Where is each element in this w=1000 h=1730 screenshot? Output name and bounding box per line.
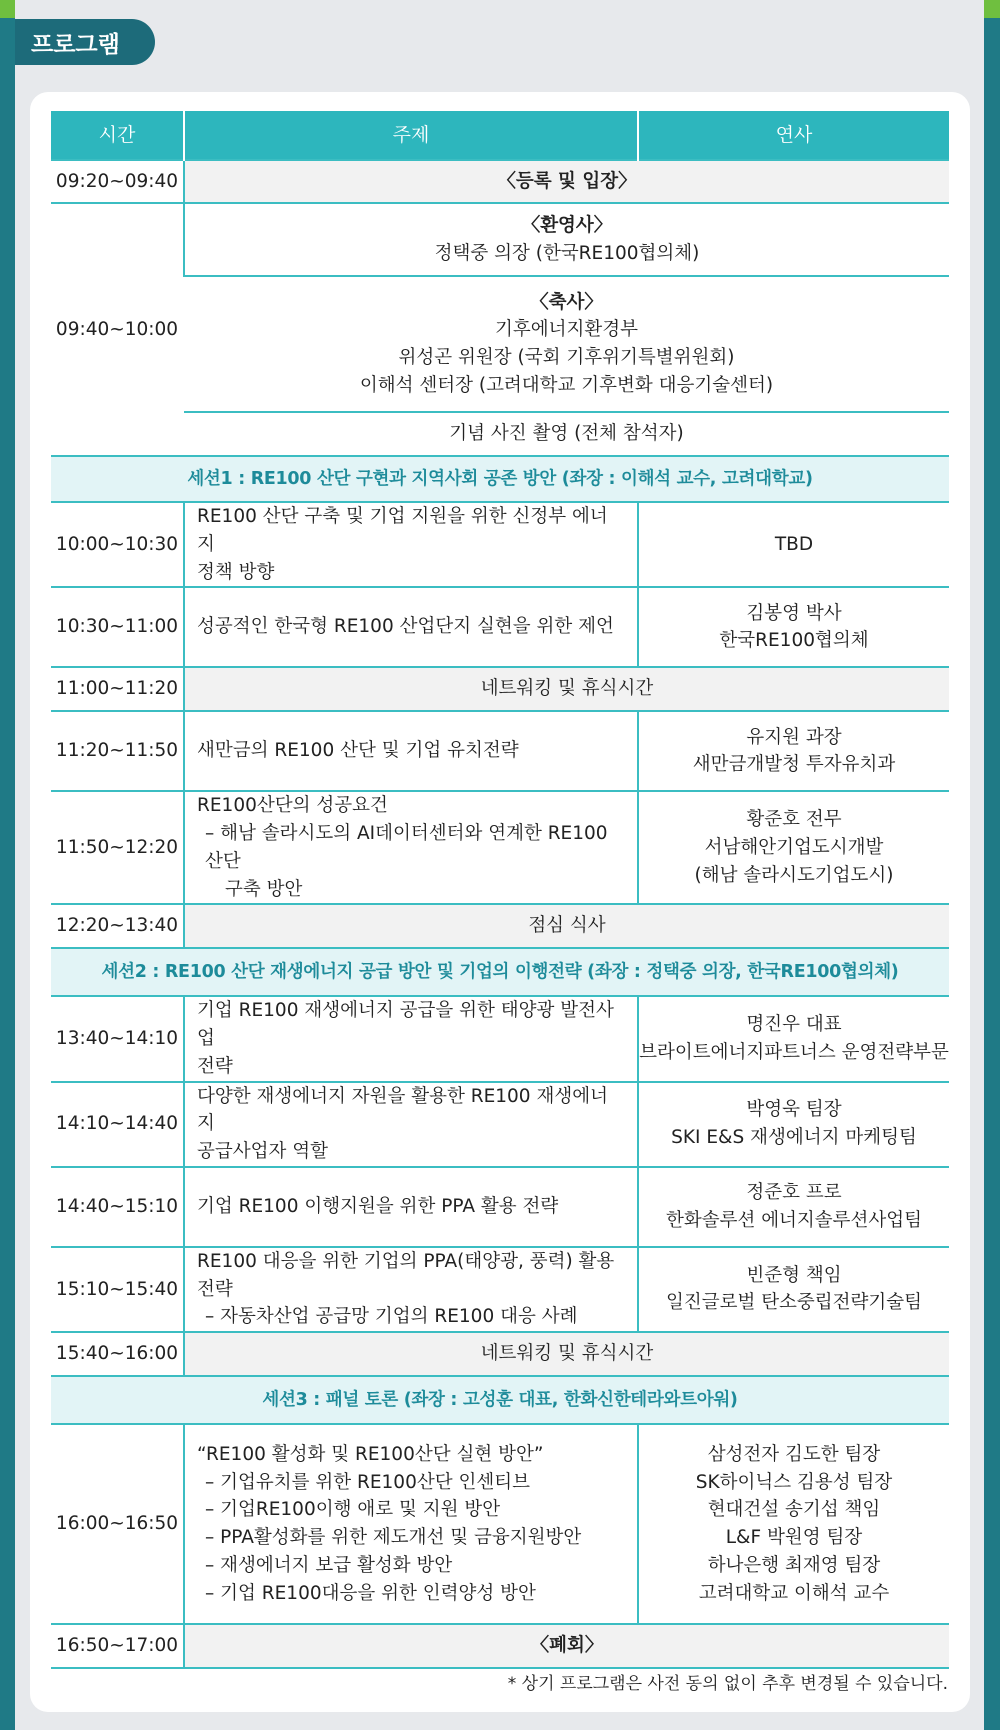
speaker-line: 삼성전자 김도한 팀장	[707, 1443, 881, 1465]
session-row	[51, 948, 949, 996]
table-row	[51, 791, 949, 904]
time-cell: 14:40~15:10	[51, 1167, 184, 1247]
speaker-line: 고려대학교 이해석 교수	[698, 1582, 890, 1604]
table-row	[51, 667, 949, 711]
topic-line: – 기업RE100이행 애로 및 지원 방안	[205, 1499, 501, 1521]
topic-line: RE100 대응을 위한 기업의 PPA(태양광, 풍력) 활용 전략	[197, 1250, 615, 1300]
right-edge-accent	[984, 0, 1000, 18]
table-row	[51, 160, 949, 203]
time-cell: 16:00~16:50	[51, 1424, 184, 1624]
speaker-line: 새만금개발청 투자유치과	[692, 754, 896, 776]
left-edge-bar	[0, 0, 15, 1730]
speaker-line: 빈준형 책임	[746, 1264, 842, 1286]
time-cell: 11:50~12:20	[51, 791, 184, 904]
session2-title: 세션2 : RE100 산단 재생에너지 공급 방안 및 기업의 이행전략 (좌장 : 정택중 의장, 한국RE100협의체)	[51, 948, 949, 996]
lunch-cell: 점심 식사	[184, 904, 949, 948]
speaker-cell	[638, 1082, 949, 1167]
time-cell: 15:40~16:00	[51, 1332, 184, 1376]
topic-line: 정책 방향	[197, 561, 275, 583]
break-cell: 네트워킹 및 휴식시간	[184, 667, 949, 711]
speaker-line: 유지원 과장	[746, 726, 842, 748]
header-speaker: 연사	[638, 111, 949, 160]
speaker-line: SK하이닉스 김용성 팀장	[695, 1471, 893, 1493]
welcome-title: 〈환영사〉	[521, 214, 613, 236]
time-cell: 10:30~11:00	[51, 587, 184, 667]
speaker-line: (해남 솔라시도기업도시)	[694, 864, 894, 886]
speaker-line: 서남해안기업도시개발	[704, 836, 884, 858]
topic-line: 기업 RE100 재생에너지 공급을 위한 태양광 발전사업	[197, 1000, 614, 1049]
time-cell: 09:20~09:40	[51, 160, 184, 203]
speaker-cell	[638, 1424, 949, 1624]
time-cell: 14:10~14:40	[51, 1082, 184, 1167]
topic-cell	[184, 996, 638, 1081]
registration-cell: 〈등록 및 입장〉	[184, 160, 949, 203]
table-row	[51, 1332, 949, 1376]
welcome-cell	[184, 203, 949, 276]
time-cell: 11:20~11:50	[51, 711, 184, 791]
speaker-cell	[638, 1247, 949, 1332]
table-row	[51, 1624, 949, 1668]
table-row	[51, 1167, 949, 1247]
topic-cell	[184, 1247, 638, 1332]
topic-cell	[184, 1424, 638, 1624]
congrats-line: 이해석 센터장 (고려대학교 기후변화 대응기술센터)	[359, 374, 774, 396]
congrats-title: 〈축사〉	[530, 291, 603, 313]
topic-cell: 기업 RE100 이행지원을 위한 PPA 활용 전략	[184, 1167, 638, 1247]
speaker-line: 박영욱 팀장	[746, 1099, 842, 1121]
table-row	[51, 276, 949, 412]
topic-line: RE100산단의 성공요건	[197, 795, 388, 817]
table-row	[51, 412, 949, 456]
footnote: * 상기 프로그램은 사전 동의 없이 추후 변경될 수 있습니다.	[507, 1674, 948, 1694]
table-row	[51, 711, 949, 791]
speaker-cell	[638, 1167, 949, 1247]
break-cell: 네트워킹 및 휴식시간	[184, 1332, 949, 1376]
topic-line: “RE100 활성화 및 RE100산단 실현 방안”	[197, 1443, 544, 1465]
table-header-row	[51, 111, 949, 160]
topic-line: 다양한 재생에너지 자원을 활용한 RE100 재생에너지	[197, 1085, 608, 1135]
topic-line: – 해남 솔라시도의 AI데이터센터와 연계한 RE100산단	[205, 823, 608, 872]
topic-line: – 자동차산업 공급망 기업의 RE100 대응 사례	[205, 1306, 578, 1328]
table-row	[51, 203, 949, 276]
time-cell: 11:00~11:20	[51, 667, 184, 711]
table-row	[51, 996, 949, 1081]
time-cell: 10:00~10:30	[51, 502, 184, 587]
topic-cell	[184, 791, 638, 904]
time-cell: 15:10~15:40	[51, 1247, 184, 1332]
speaker-line: 한화솔루션 에너지솔루션사업팀	[665, 1209, 923, 1231]
left-edge-accent	[0, 0, 15, 18]
topic-line: – 재생에너지 보급 활성화 방안	[205, 1554, 453, 1576]
session-row	[51, 456, 949, 502]
congrats-line: 기후에너지환경부	[495, 319, 638, 341]
speaker-line: 명진우 대표	[746, 1014, 842, 1036]
time-cell: 13:40~14:10	[51, 996, 184, 1081]
table-row	[51, 587, 949, 667]
speaker-cell	[638, 711, 949, 791]
session1-title: 세션1 : RE100 산단 구현과 지역사회 공존 방안 (좌장 : 이해석 교수, 고려대학교)	[51, 456, 949, 502]
topic-cell	[184, 1082, 638, 1167]
closing-cell: 〈폐회〉	[184, 1624, 949, 1668]
program-table	[51, 111, 949, 1669]
photo-cell: 기념 사진 촬영 (전체 참석자)	[184, 412, 949, 456]
header-topic: 주제	[184, 111, 638, 160]
speaker-line: 정준호 프로	[746, 1182, 842, 1203]
time-cell: 16:50~17:00	[51, 1624, 184, 1668]
topic-line: 구축 방안	[225, 878, 303, 900]
speaker-cell	[638, 587, 949, 667]
session3-title: 세션3 : 패널 토론 (좌장 : 고성훈 대표, 한화신한테라와트아워)	[51, 1376, 949, 1424]
right-edge-bar	[984, 0, 1000, 1730]
time-cell: 09:40~10:00	[51, 203, 184, 456]
topic-line: 공급사업자 역할	[197, 1141, 328, 1162]
page-title: 프로그램	[15, 19, 155, 65]
topic-cell: 성공적인 한국형 RE100 산업단지 실현을 위한 제언	[184, 587, 638, 667]
table-row	[51, 502, 949, 587]
congrats-line: 위성곤 위원장 (국회 기후위기특별위원회)	[398, 347, 735, 368]
congrats-cell	[184, 276, 949, 412]
speaker-cell	[638, 996, 949, 1081]
topic-line: 전략	[197, 1055, 233, 1077]
speaker-line: 현대건설 송기섭 책임	[707, 1499, 881, 1521]
session-row	[51, 1376, 949, 1424]
topic-line: – PPA활성화를 위한 제도개선 및 금융지원방안	[205, 1527, 582, 1548]
speaker-cell	[638, 791, 949, 904]
topic-line: – 기업유치를 위한 RE100산단 인센티브	[205, 1471, 530, 1493]
speaker-line: 한국RE100협의체	[719, 630, 869, 652]
header-time: 시간	[51, 111, 184, 160]
topic-cell	[184, 502, 638, 587]
table-row	[51, 904, 949, 948]
topic-line: – 기업 RE100대응을 위한 인력양성 방안	[205, 1582, 536, 1604]
time-cell: 12:20~13:40	[51, 904, 184, 948]
speaker-cell: TBD	[638, 502, 949, 587]
table-row	[51, 1424, 949, 1624]
topic-line: RE100 산단 구축 및 기업 지원을 위한 신정부 에너지	[197, 506, 608, 555]
speaker-line: 브라이트에너지파트너스 운영전략부문	[639, 1041, 949, 1063]
table-row	[51, 1247, 949, 1332]
speaker-line: 김봉영 박사	[746, 602, 842, 624]
table-row	[51, 1082, 949, 1167]
speaker-line: 일진글로벌 탄소중립전략기술팀	[665, 1292, 923, 1314]
speaker-line: 하나은행 최재영 팀장	[707, 1554, 881, 1576]
speaker-line: SKI E&S 재생에너지 마케팅팀	[671, 1127, 917, 1149]
speaker-line: 황준호 전무	[746, 809, 842, 831]
welcome-speaker: 정택중 의장 (한국RE100협의체)	[434, 242, 700, 264]
speaker-line: L&F 박원영 팀장	[725, 1527, 863, 1548]
topic-cell: 새만금의 RE100 산단 및 기업 유치전략	[184, 711, 638, 791]
